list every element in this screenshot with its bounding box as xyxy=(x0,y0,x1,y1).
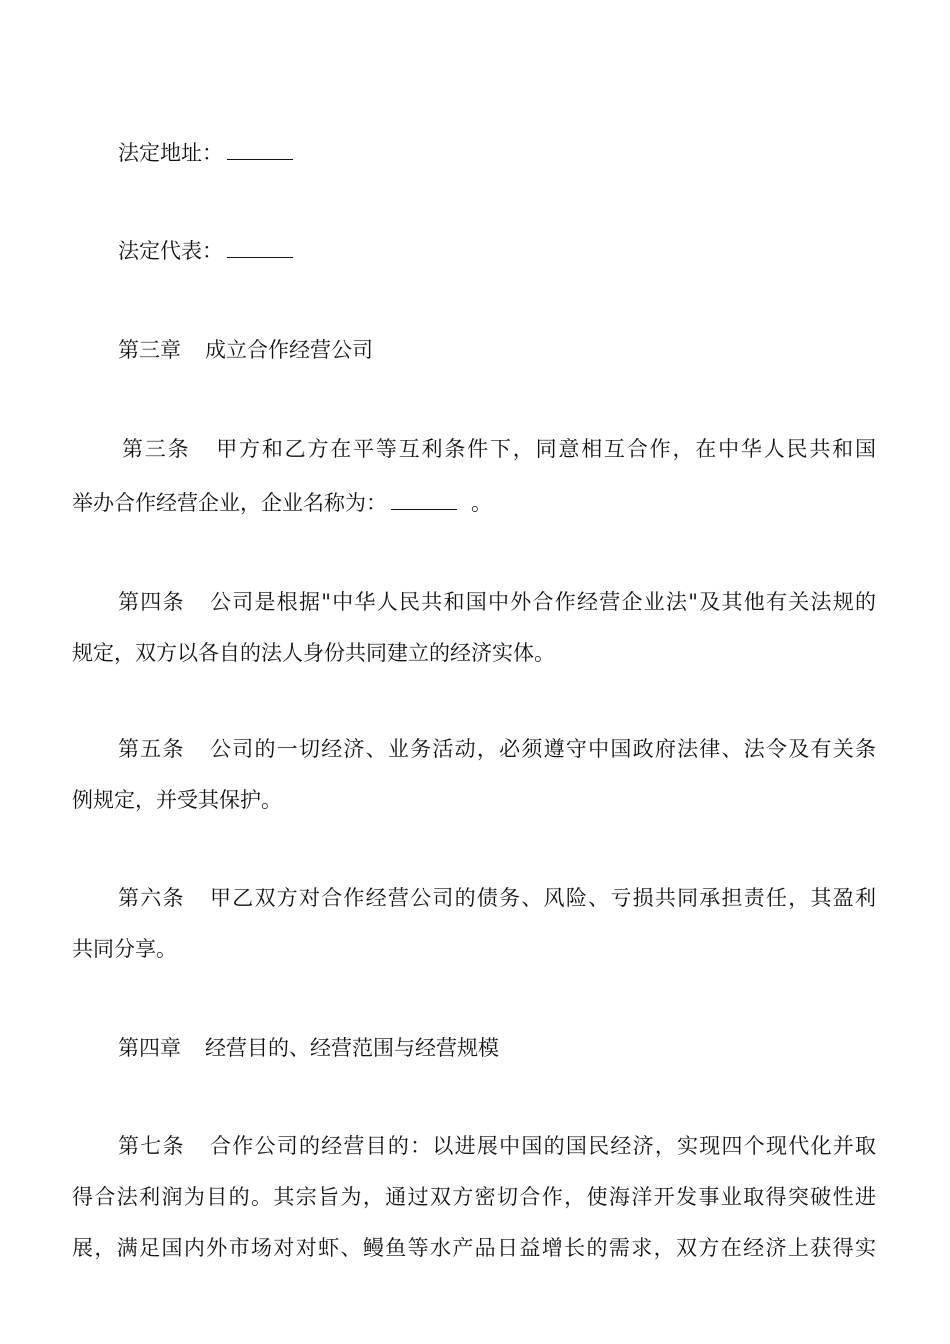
article-text: 甲方和乙方在平等互利条件下，同意相互合作，在中华人民共和国 xyxy=(214,437,876,461)
article-text: 得合法利润为目的。其宗旨为，通过双方密切合作，使海洋开发事业取得突破性进 xyxy=(72,1185,876,1209)
article-7-line-2 xyxy=(72,1184,876,1210)
article-6-line-1 xyxy=(118,885,876,911)
article-3-line-2 xyxy=(72,490,492,516)
article-6-line-2 xyxy=(72,936,177,962)
article-4-line-1 xyxy=(118,589,876,615)
article-4-line-2 xyxy=(72,640,555,666)
article-number: 第六条 xyxy=(118,886,185,910)
chapter-3-heading xyxy=(118,337,373,363)
article-number: 第五条 xyxy=(118,737,185,761)
article-text: 例规定，并受其保护。 xyxy=(72,788,282,812)
chapter-title: 经营目的、经营范围与经营规模 xyxy=(205,1036,499,1060)
chapter-4-heading xyxy=(118,1035,499,1061)
chapter-title: 成立合作经营公司 xyxy=(205,338,373,362)
article-7-line-3 xyxy=(72,1235,876,1261)
legal-rep-label: 法定代表： xyxy=(118,239,223,263)
article-text: 合作公司的经营目的：以进展中国的国民经济，实现四个现代化并取 xyxy=(208,1134,877,1158)
chapter-number: 第三章 xyxy=(118,338,181,362)
chapter-number: 第四章 xyxy=(118,1036,181,1060)
article-number: 第三条 xyxy=(122,437,191,461)
article-text: 举办合作经营企业，企业名称为： xyxy=(72,491,387,515)
article-text: 公司的一切经济、业务活动，必须遵守中国政府法律、法令及有关条 xyxy=(208,737,877,761)
article-text: 规定，双方以各自的法人身份共同建立的经济实体。 xyxy=(72,641,555,665)
legal-address-line xyxy=(118,140,293,166)
legal-rep-line xyxy=(118,238,293,264)
legal-address-label: 法定地址： xyxy=(118,141,223,165)
legal-address-blank xyxy=(227,141,293,160)
article-number: 第七条 xyxy=(118,1134,185,1158)
article-text: 公司是根据"中华人民共和国中外合作经营企业法"及其他有关法规的 xyxy=(208,590,876,614)
article-text: 展，满足国内外市场对对虾、鳗鱼等水产品日益增长的需求，双方在经济上获得实 xyxy=(72,1236,876,1260)
article-3-line-1 xyxy=(122,436,876,462)
article-7-line-1 xyxy=(118,1133,876,1159)
article-5-line-1 xyxy=(118,736,876,762)
article-text: 。 xyxy=(471,491,492,515)
article-text: 甲乙双方对合作经营公司的债务、风险、亏损共同承担责任，其盈利 xyxy=(208,886,877,910)
company-name-blank xyxy=(391,491,457,510)
article-number: 第四条 xyxy=(118,590,185,614)
article-text: 共同分享。 xyxy=(72,937,177,961)
article-5-line-2 xyxy=(72,787,282,813)
legal-rep-blank xyxy=(227,239,293,258)
